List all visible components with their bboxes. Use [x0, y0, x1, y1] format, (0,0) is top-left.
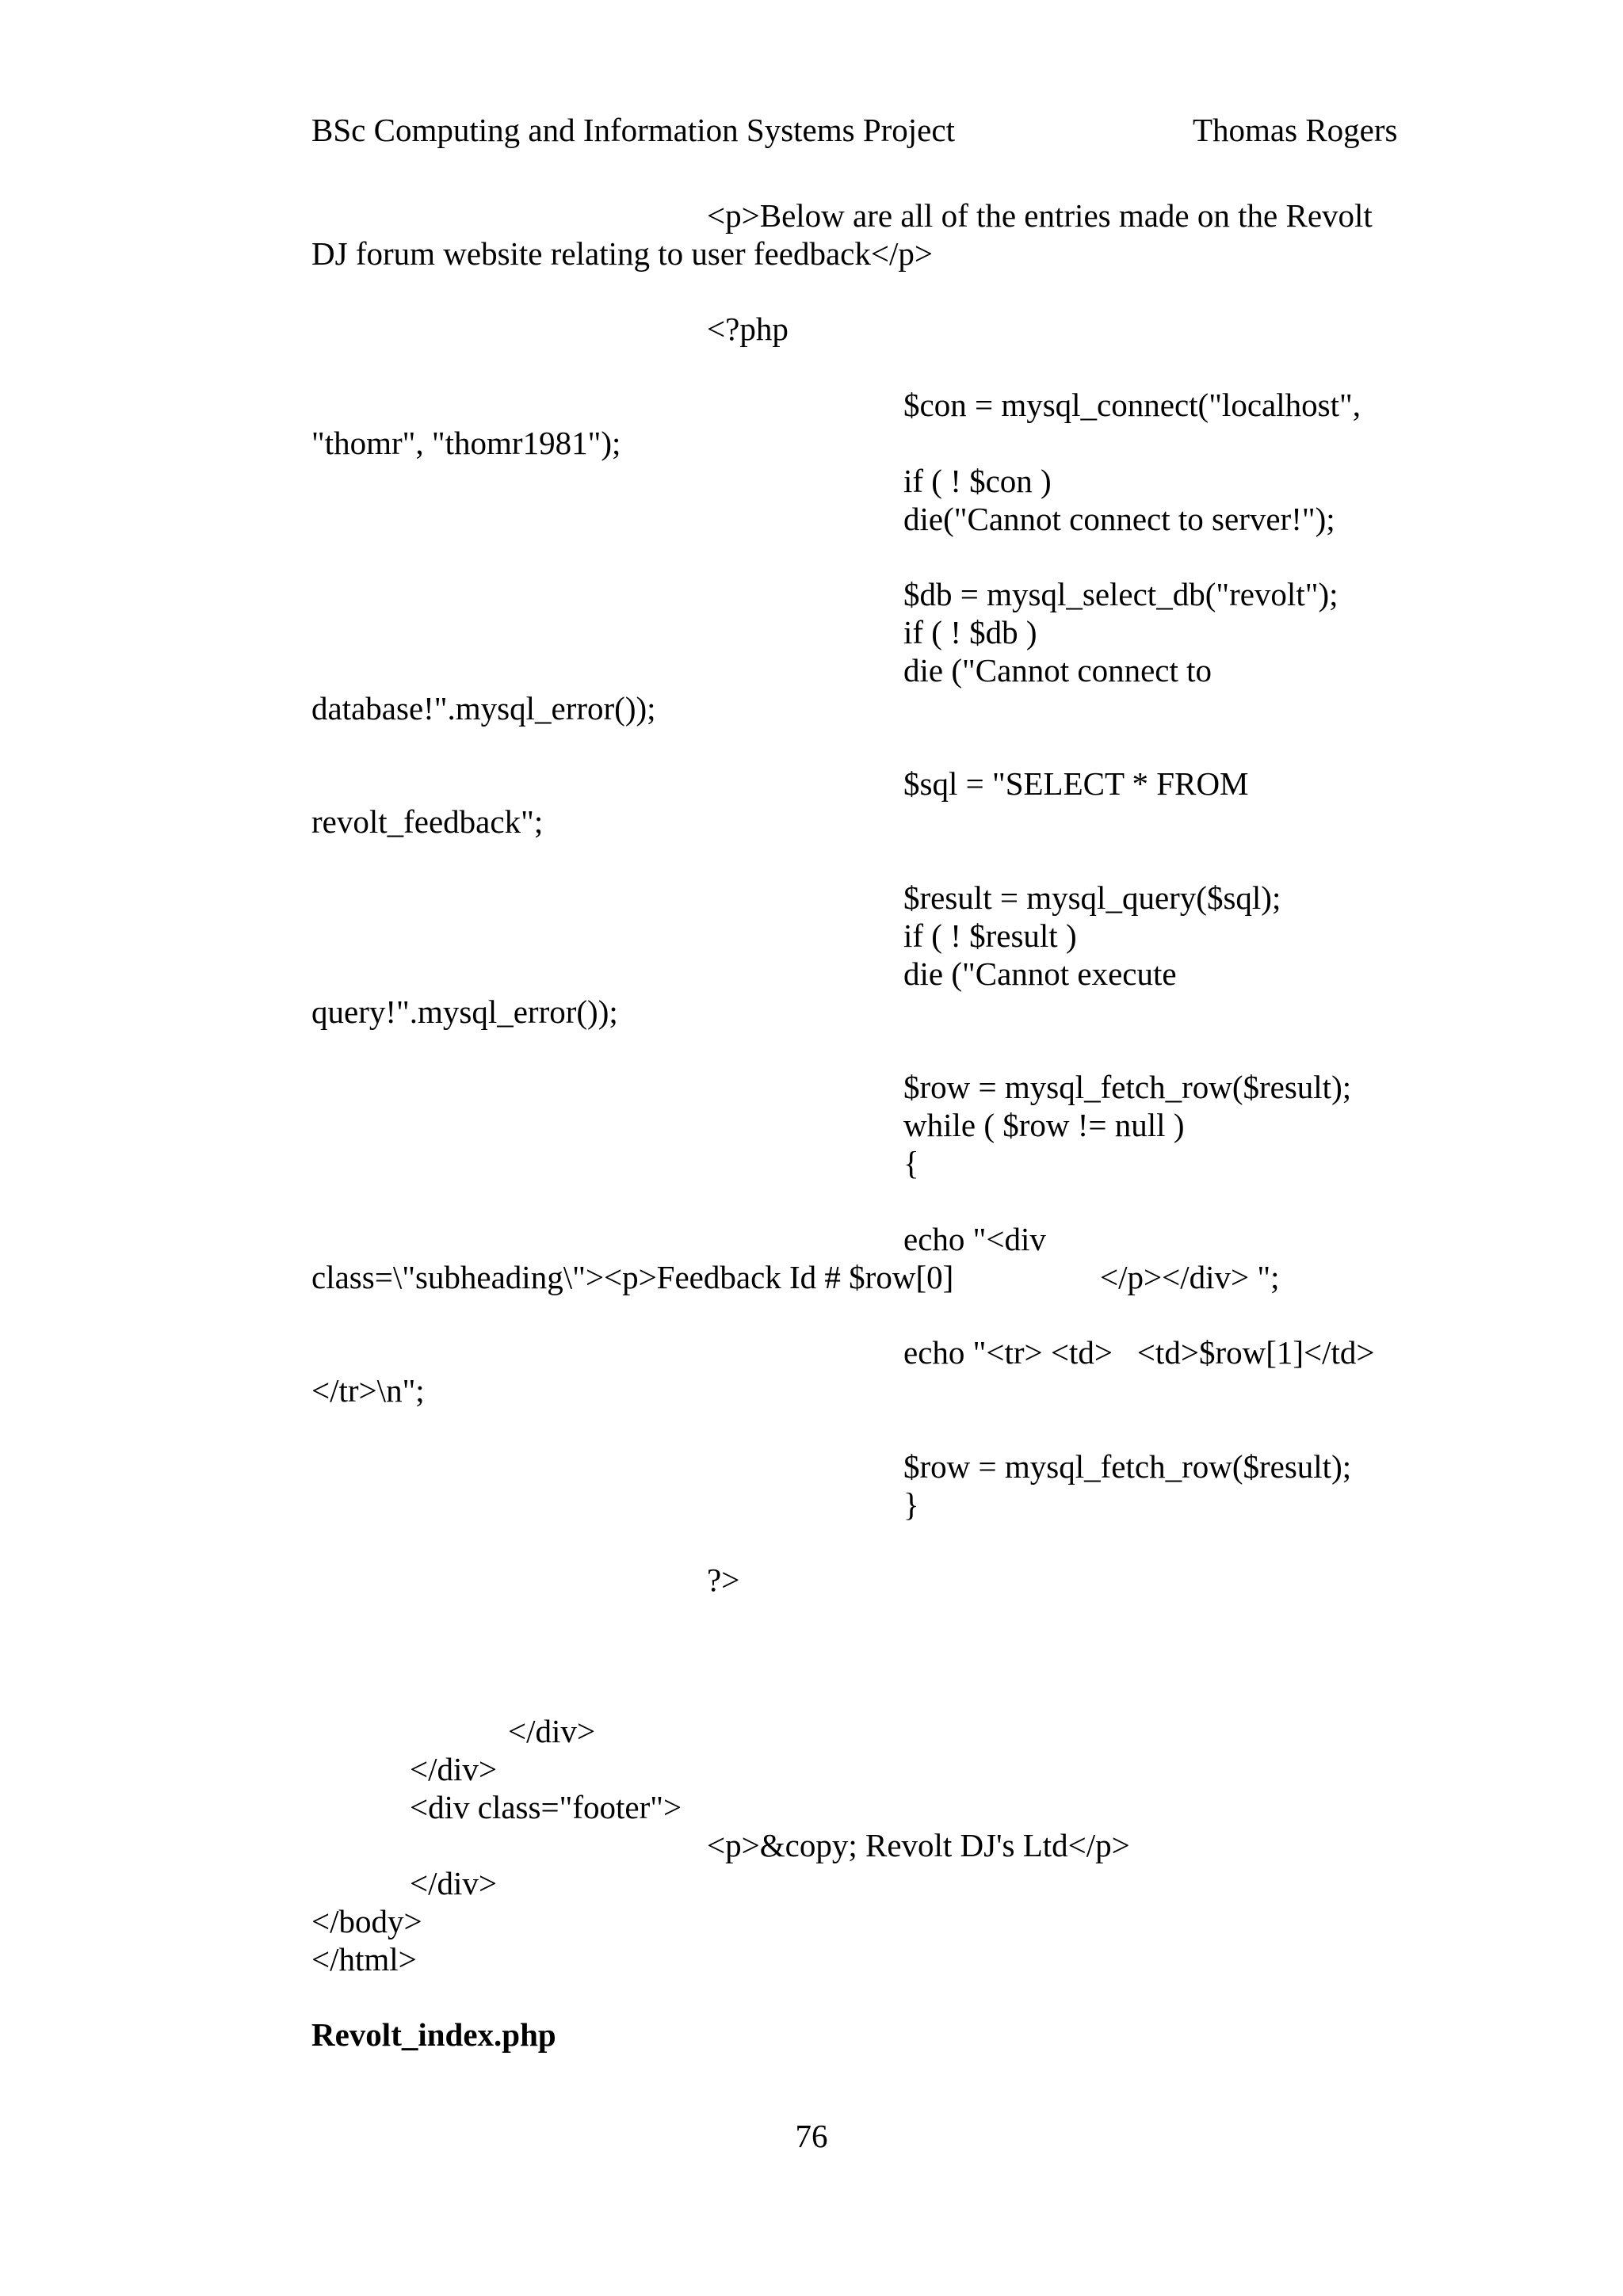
code-line: $db = mysql_select_db("revolt"); — [903, 576, 1338, 612]
code-line: if ( ! $result ) — [903, 917, 1077, 954]
code-line: <?php — [707, 311, 789, 347]
code-line: $row = mysql_fetch_row($result); — [903, 1069, 1352, 1105]
code-line: $sql = "SELECT * FROM — [903, 765, 1249, 802]
section-heading: Revolt_index.php — [311, 2016, 556, 2053]
code-line: </tr>\n"; — [311, 1372, 425, 1409]
code-line: </div> — [508, 1713, 596, 1749]
code-line: "thomr", "thomr1981"); — [311, 425, 621, 461]
code-line: <p>Below are all of the entries made on the Revolt — [707, 197, 1373, 234]
code-line: } — [903, 1486, 919, 1523]
code-line: echo "<tr> <td> <td>$row[1]</td> — [903, 1334, 1375, 1371]
code-line: if ( ! $db ) — [903, 614, 1037, 650]
running-header-title: BSc Computing and Information Systems Project — [311, 112, 955, 148]
code-line: DJ forum website relating to user feedback</p> — [311, 235, 934, 272]
code-line: echo "<div — [903, 1221, 1046, 1257]
code-line: <p>&copy; Revolt DJ's Ltd</p> — [707, 1827, 1130, 1863]
code-line: die("Cannot connect to server!"); — [903, 501, 1335, 537]
code-line: </body> — [311, 1903, 422, 1939]
code-line: ?> — [707, 1562, 740, 1598]
code-line: if ( ! $con ) — [903, 463, 1052, 499]
code-line: </html> — [311, 1941, 417, 1978]
code-line: </div> — [410, 1865, 498, 1901]
code-line: <div class="footer"> — [410, 1789, 682, 1825]
code-line: die ("Cannot connect to — [903, 652, 1212, 688]
page-number: 76 — [795, 2118, 828, 2154]
running-header-author: Thomas Rogers — [1193, 112, 1398, 148]
code-line: class=\"subheading\"><p>Feedback Id # $row[0] — [311, 1259, 954, 1295]
code-line: die ("Cannot execute — [903, 955, 1177, 992]
code-line: </p></div> "; — [1100, 1259, 1280, 1295]
code-line: while ( $row != null ) — [903, 1107, 1185, 1143]
code-line: $result = mysql_query($sql); — [903, 879, 1281, 916]
code-line: $con = mysql_connect("localhost", — [903, 387, 1361, 423]
code-line: { — [903, 1145, 919, 1181]
code-line: $row = mysql_fetch_row($result); — [903, 1448, 1352, 1485]
code-line: </div> — [410, 1751, 498, 1787]
code-line: revolt_feedback"; — [311, 803, 544, 840]
code-line: query!".mysql_error()); — [311, 994, 618, 1030]
code-line: database!".mysql_error()); — [311, 690, 656, 727]
